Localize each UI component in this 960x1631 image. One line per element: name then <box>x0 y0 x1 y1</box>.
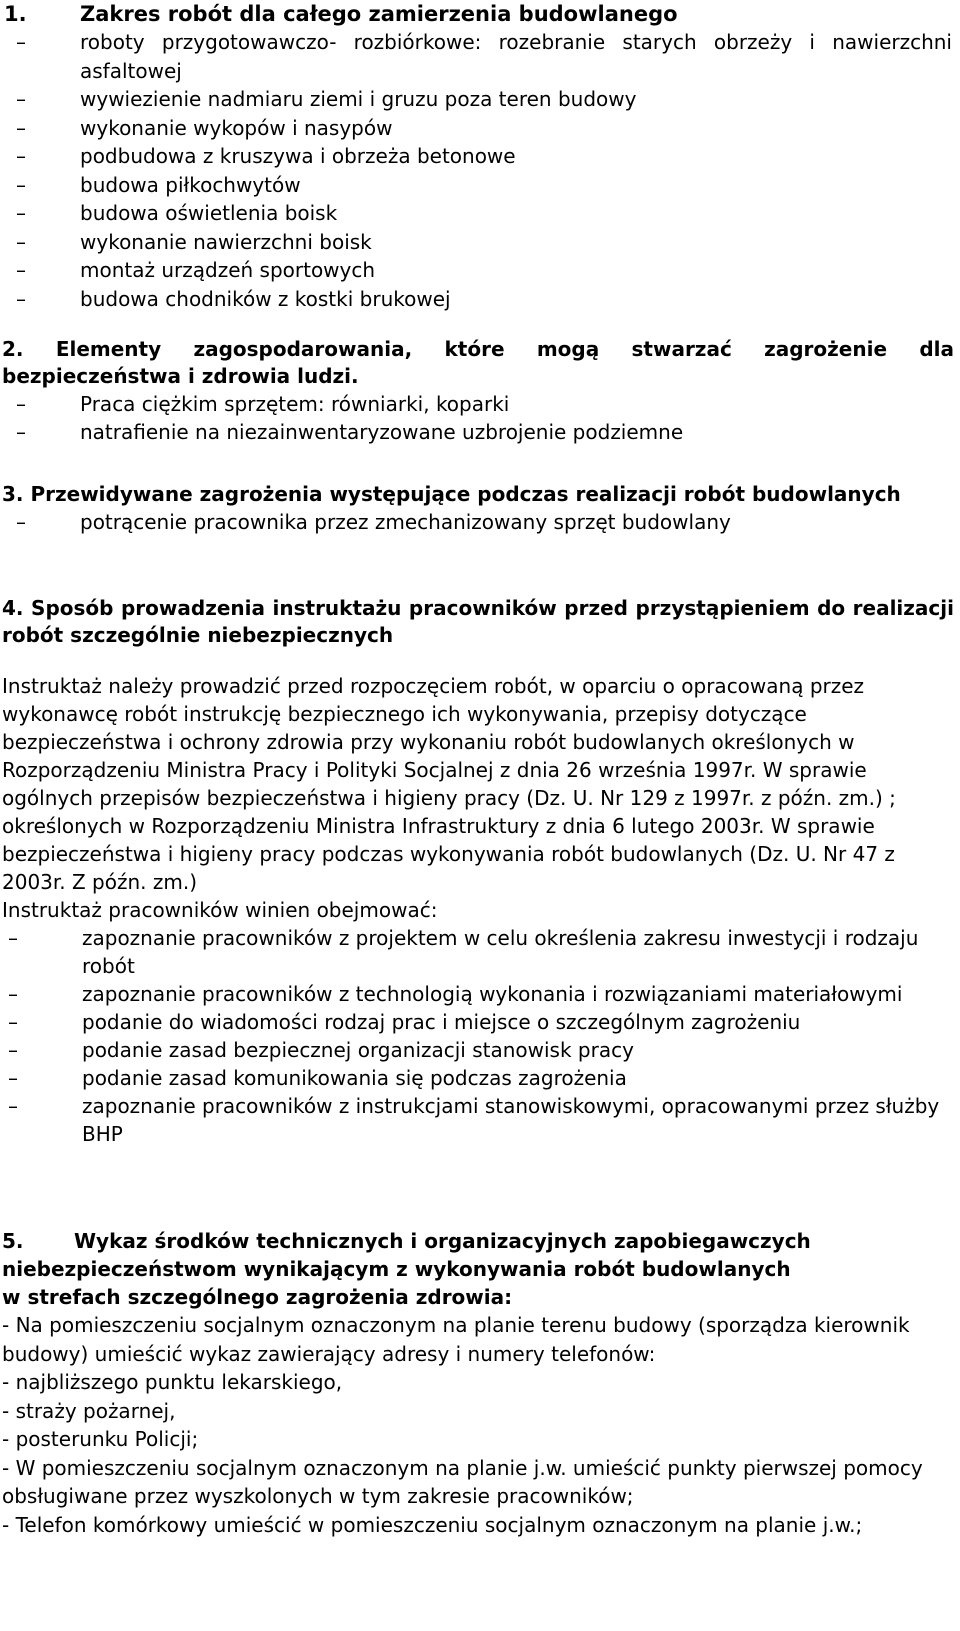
section-heading: 4. Sposób prowadzenia instruktażu pracowników przed przystąpieniem do realizacji robót szczególnie niebezpiecznych <box>2 596 954 647</box>
list-item: – budowa oświetlenia boisk <box>0 199 960 228</box>
section-title-line: w strefach szczególnego zagrożenia zdrowia: <box>2 1285 513 1309</box>
section-heading: 2. Elementy zagospodarowania, które mogą stwarzać zagrożenie dla bezpieczeństwa i zdrowia ludzi. <box>2 337 954 388</box>
training-list <box>2 924 940 1148</box>
section-hazard-elements <box>0 336 960 446</box>
list-item: – Praca ciężkim sprzętem: równiarki, koparki <box>16 392 510 416</box>
measure-line: - straży pożarnej, <box>2 1398 176 1423</box>
dash-bullet: – <box>16 229 26 254</box>
list-item: – montaż urządzeń sportowych <box>0 256 960 285</box>
dash-bullet: – <box>16 258 26 282</box>
dash-bullet: – <box>16 30 26 54</box>
list-item: – podbudowa z kruszywa i obrzeża betonowe <box>0 142 960 171</box>
section-scope-of-works <box>0 0 960 313</box>
dash-bullet: – <box>16 420 26 444</box>
dash-bullet: – <box>8 1010 18 1034</box>
list-item: – potrącenie pracownika przez zmechanizowany sprzęt budowlany <box>16 510 731 534</box>
dash-bullet: – <box>16 510 26 534</box>
dash-bullet: – <box>8 1094 18 1118</box>
dash-bullet: – <box>8 926 18 950</box>
section-title-line: niebezpieczeństwom wynikającym z wykonywania robót budowlanych <box>2 1257 791 1281</box>
section-heading <box>2 1227 940 1255</box>
expected-hazards-list <box>0 508 960 536</box>
section-number: 5. <box>2 1229 24 1253</box>
list-item: – roboty przygotowawczo- rozbiórkowe: rozebranie starych obrzeży i nawierzchni asfaltowej <box>16 30 952 83</box>
section-title: Zakres robót dla całego zamierzenia budowlanego <box>80 2 678 26</box>
section-expected-hazards <box>0 481 960 536</box>
list-item: – podanie zasad komunikowania się podczas zagrożenia <box>8 1066 627 1090</box>
section-title-line: Wykaz środków technicznych i organizacyjnych zapobiegawczych <box>74 1229 811 1253</box>
list-item: – budowa piłkochwytów <box>0 171 960 200</box>
dash-bullet: – <box>8 1038 18 1062</box>
training-paragraph: Instruktaż należy prowadzić przed rozpoczęciem robót, w oparciu o opracowaną przez wykonawcę robót instrukcję bezpiecznego ich wykonywania, przepisy dotyczące bezpieczeństwa i ochrony zdrowia przy wykonaniu robót budowlanych określonych w Rozporządzeniu Ministra Pracy i Polityki Socjalnej z dnia 26 września 1997r. W sprawie ogólnych przepisów bezpieczeństwa i higieny pracy (Dz. U. Nr 129 z 1997r. z późn. zm.) ; określonych w Rozporządzeniu Ministra Infrastruktury z dnia 6 lutego 2003r. W sprawie bezpieczeństwa i higieny pracy podczas wykonywania robót budowlanych (Dz. U. Nr 47 z 2003r. Z późn. zm.) <box>2 674 896 894</box>
scope-list <box>0 28 960 313</box>
hazard-elements-list <box>0 390 960 446</box>
list-item: – budowa chodników z kostki brukowej <box>0 285 960 314</box>
measure-line: - Na pomieszczeniu socjalnym oznaczonym na planie terenu budowy (sporządza kierownik budowy) umieścić wykaz zawierający adresy i numery telefonów: <box>2 1313 910 1366</box>
list-item: – zapoznanie pracowników z instrukcjami stanowiskowymi, opracowanymi przez służby BHP <box>8 1094 940 1146</box>
dash-bullet: – <box>16 286 26 311</box>
measure-line: - Telefon komórkowy umieścić w pomieszczeniu socjalnym oznaczonym na planie j.w.; <box>2 1512 863 1537</box>
measure-line: - najbliższego punktu lekarskiego, <box>2 1370 343 1394</box>
dash-bullet: – <box>16 87 26 111</box>
list-item: – wywiezienie nadmiaru ziemi i gruzu poza teren budowy <box>0 85 960 114</box>
training-intro: Instruktaż pracowników winien obejmować: <box>2 898 438 922</box>
dash-bullet: – <box>8 1066 18 1090</box>
list-item: – podanie zasad bezpiecznej organizacji stanowisk pracy <box>8 1038 634 1062</box>
section-preventive-measures <box>0 1227 960 1539</box>
dash-bullet: – <box>16 392 26 416</box>
section-heading <box>0 0 960 28</box>
dash-bullet: – <box>16 115 26 140</box>
list-item: – natrafienie na niezainwentaryzowane uzbrojenie podziemne <box>16 420 684 444</box>
measure-line: - posterunku Policji; <box>2 1427 199 1451</box>
dash-bullet: – <box>8 982 18 1006</box>
section-training-method <box>0 595 960 649</box>
dash-bullet: – <box>16 144 26 168</box>
list-item: – podanie do wiadomości rodzaj prac i miejsce o szczególnym zagrożeniu <box>8 1010 801 1034</box>
dash-bullet: – <box>16 201 26 225</box>
list-item: – wykonanie wykopów i nasypów <box>0 114 960 143</box>
list-item: – zapoznanie pracowników z projektem w celu określenia zakresu inwestycji i rodzaju robót <box>8 926 919 978</box>
dash-bullet: – <box>16 172 26 197</box>
list-item: – wykonanie nawierzchni boisk <box>0 228 960 257</box>
section-number: 1. <box>4 2 27 26</box>
list-item: – zapoznanie pracowników z technologią wykonania i rozwiązaniami materiałowymi <box>8 982 903 1006</box>
training-body <box>0 672 960 1148</box>
measure-line: - W pomieszczeniu socjalnym oznaczonym na planie j.w. umieścić punkty pierwszej pomocy obsługiwane przez wyszkolonych w tym zakresie pracowników; <box>2 1455 923 1508</box>
section-heading: 3. Przewidywane zagrożenia występujące podczas realizacji robót budowlanych <box>2 482 901 506</box>
